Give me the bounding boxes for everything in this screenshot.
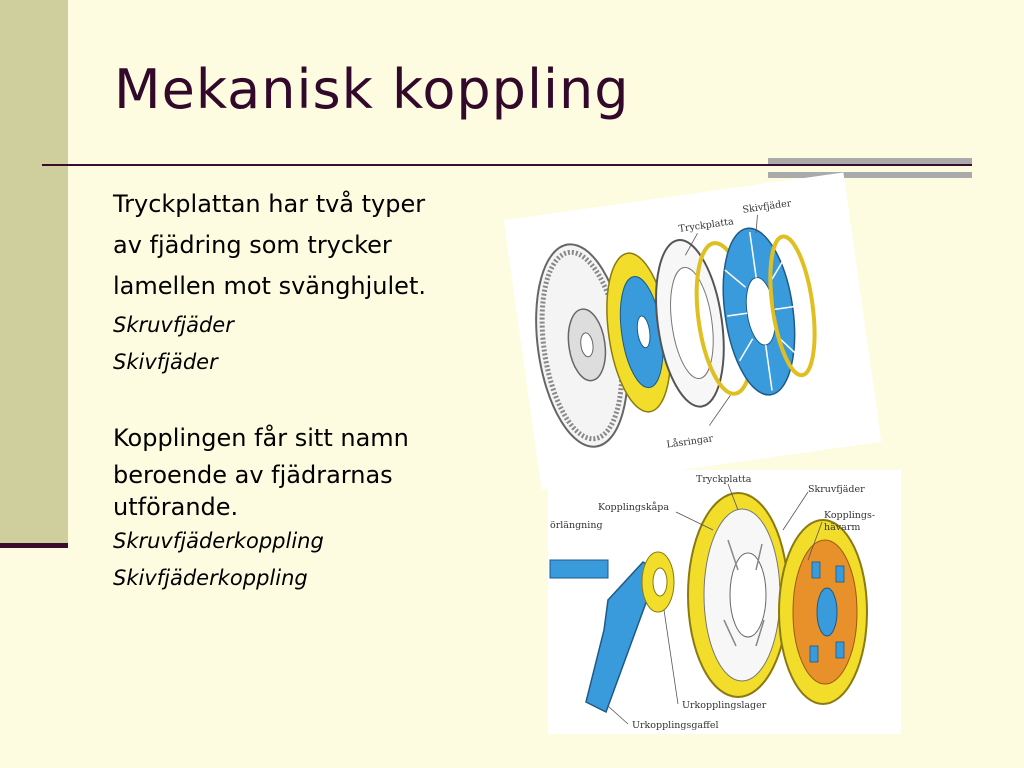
body-line: utförande. [113,493,239,521]
decorative-bar-top [768,158,972,164]
label-skivfjader: Skivfjäder [741,198,793,216]
label-urkopplingsgaffel: Urkopplingsgaffel [632,720,719,731]
left-accent-band [0,0,68,543]
sub-item: Skruvfjäder [113,313,234,337]
decorative-bar-bottom [768,172,972,178]
body-line: Kopplingen får sitt namn [113,424,409,452]
label-forlangning: örlängning [550,520,603,531]
clutch-exploded-illustration [504,172,882,489]
label-tryckplatta: Tryckplatta [696,474,752,485]
label-skruvfjader: Skruvfjäder [808,484,865,495]
left-accent-rule [0,543,68,548]
body-line: beroende av fjädrarnas [113,461,393,489]
body-line: Tryckplattan har två typer [113,190,426,218]
title-divider [42,164,972,166]
clutch-assembly-illustration [548,470,901,734]
label-laringar: Låsringar [665,433,714,451]
label-kopplingskapa: Kopplingskåpa [598,502,670,513]
sub-item: Skruvfjäderkoppling [113,529,324,553]
body-line: av fjädring som trycker [113,231,392,259]
slide-title: Mekanisk koppling [114,58,630,121]
label-urkopplingslager: Urkopplingslager [682,700,767,711]
label-tryckplatta: Tryckplatta [677,216,735,235]
slide-body [113,184,533,597]
sub-item: Skivfjäderkoppling [113,566,308,590]
label-kopplingshavarm-2: hävarm [824,522,861,533]
body-line: lamellen mot svänghjulet. [113,272,426,300]
sub-item: Skivfjäder [113,350,218,374]
label-kopplingshavarm-1: Kopplings- [824,510,876,521]
